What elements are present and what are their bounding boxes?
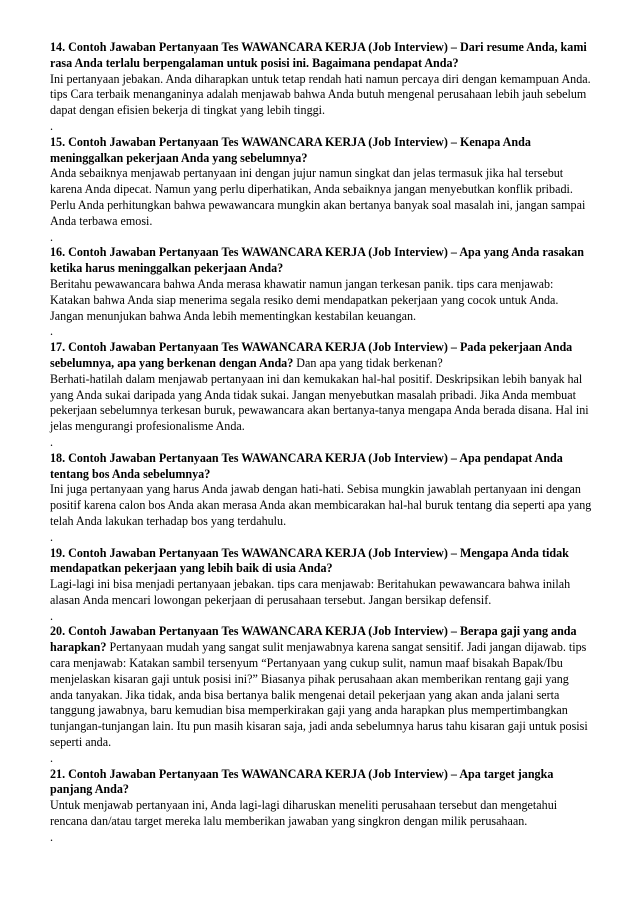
qa-item-16	[50, 245, 592, 340]
qa-item-15	[50, 135, 592, 246]
qa-item-21	[50, 767, 592, 846]
qa-item-17	[50, 340, 592, 451]
qa-item-19	[50, 546, 592, 625]
question-heading: 18. Contoh Jawaban Pertanyaan Tes WAWANCARA KERJA (Job Interview) – Apa pendapat Anda tentang bos Anda sebelumnya?	[50, 450, 563, 481]
answer-inline: Dan apa yang tidak berkenan?	[293, 355, 443, 370]
question-heading: 21. Contoh Jawaban Pertanyaan Tes WAWANCARA KERJA (Job Interview) – Apa target jangka panjang Anda?	[50, 766, 554, 797]
question-heading: 20. Contoh Jawaban Pertanyaan Tes WAWANCARA KERJA (Job Interview) – Berapa gaji yang anda harapkan?	[50, 624, 577, 655]
answer-text: Lagi-lagi ini bisa menjadi pertanyaan jebakan. tips cara menjawab: Beritahukan pewawancara bahwa inilah alasan Anda mencari lowongan pekerjaan di perusahaan tersebut. Jangan bersikap defensif.	[50, 577, 571, 607]
separator-dot: .	[50, 118, 54, 133]
separator-dot: .	[50, 434, 54, 449]
answer-text: Ini pertanyaan jebakan. Anda diharapkan untuk tetap rendah hati namun percaya diri dengan kemampuan Anda. tips Cara terbaik menanganinya adalah menjawab bahwa Anda butuh mengenal perusahaan lebih jauh sebelum dapat dengan efisien bekerja di tingkat yang lebih tinggi.	[50, 71, 591, 118]
question-heading: 15. Contoh Jawaban Pertanyaan Tes WAWANCARA KERJA (Job Interview) – Kenapa Anda meninggalkan pekerjaan Anda yang sebelumnya?	[50, 134, 531, 165]
question-heading: 16. Contoh Jawaban Pertanyaan Tes WAWANCARA KERJA (Job Interview) – Apa yang Anda rasakan ketika harus meninggalkan pekerjaan Anda?	[50, 245, 584, 276]
separator-dot: .	[50, 529, 54, 544]
separator-dot: .	[50, 750, 54, 765]
separator-dot: .	[50, 324, 54, 339]
document-page	[50, 40, 592, 846]
qa-item-20	[50, 624, 592, 766]
separator-dot: .	[50, 829, 54, 844]
question-heading: 19. Contoh Jawaban Pertanyaan Tes WAWANCARA KERJA (Job Interview) – Mengapa Anda tidak mendapatkan pekerjaan yang lebih baik di usia Anda?	[50, 545, 569, 576]
separator-dot: .	[50, 608, 54, 623]
separator-dot: .	[50, 229, 54, 244]
answer-inline: Pertanyaan mudah yang sangat sulit menjawabnya karena sangat sensitif. Jadi jangan dijawab. tips cara menjawab: Katakan sambil tersenyum “Pertanyaan yang cukup sulit, namun maaf bisakah Bapak/Ibu menjelaskan kisaran gaji untuk posisi ini?” Biasanya pihak perusahaan akan memberikan rentang gaji yang anda tanyakan. Jika tidak, anda bisa bertanya balik mengenai detail pekerjaan yang akan anda jalani serta tanggung jawabnya, baru kemudian bisa memperkirakan gaji yang anda harapkan plus mempertimbangkan tunjangan-tunjangan lain. Itu pun masih kisaran saja, jadi anda sebelumnya harus tahu kisaran gaji untuk posisi seperti anda.	[50, 640, 588, 750]
qa-item-18	[50, 451, 592, 546]
answer-text: Anda sebaiknya menjawab pertanyaan ini dengan jujur namun singkat dan jelas termasuk jika hal tersebut karena Anda dipecat. Namun yang perlu diperhatikan, Anda sebaiknya jangan menyebutkan konflik pribadi. Perlu Anda perhitungkan bahwa pewawancara mungkin akan bertanya banyak soal masalah ini, jangan sampai Anda terbawa emosi.	[50, 166, 586, 228]
answer-text: Ini juga pertanyaan yang harus Anda jawab dengan hati-hati. Sebisa mungkin jawablah pertanyaan ini dengan positif karena calon bos Anda akan merasa Anda akan membicarakan hal-hal buruk tentang dia seperti apa yang telah Anda lakukan terhadap bos yang terdahulu.	[50, 482, 592, 528]
qa-item-14	[50, 40, 592, 135]
question-heading: 17. Contoh Jawaban Pertanyaan Tes WAWANCARA KERJA (Job Interview) – Pada pekerjaan Anda sebelumnya, apa yang berkenan dengan Anda?	[50, 340, 573, 370]
question-heading: 14. Contoh Jawaban Pertanyaan Tes WAWANCARA KERJA (Job Interview) – Dari resume Anda, kami rasa Anda terlalu berpengalaman untuk posisi ini. Bagaimana pendapat Anda?	[50, 40, 587, 70]
answer-text: Beritahu pewawancara bahwa Anda merasa khawatir namun jangan terkesan panik. tips cara menjawab: Katakan bahwa Anda siap menerima segala resiko demi mendapatkan pekerjaan yang cocok untuk Anda. Jangan menunjukan bahwa Anda lebih mementingkan kestabilan keuangan.	[50, 276, 559, 323]
answer-text: Untuk menjawab pertanyaan ini, Anda lagi-lagi diharuskan meneliti perusahaan tersebut dan mengetahui rencana dan/atau target mereka lalu memberikan jawaban yang singkron dengan milik perusahaan.	[50, 798, 558, 829]
answer-text: Berhati-hatilah dalam menjawab pertanyaan ini dan kemukakan hal-hal positif. Deskripsikan lebih banyak hal yang Anda sukai daripada yang Anda tidak sukai. Jangan menyebutkan masalah pribadi. Jika Anda membuat pekerjaan sebelumnya terkesan buruk, pewawancara akan bertanya-tanya mengapa Anda berada disana. Hal ini jelas mengurangi profesionalisme Anda.	[50, 371, 589, 434]
